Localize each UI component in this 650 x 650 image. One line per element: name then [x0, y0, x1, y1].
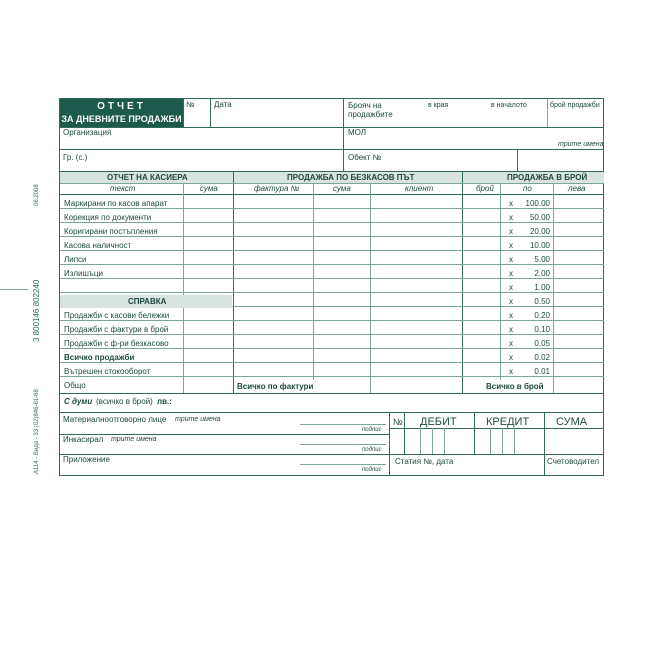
side-date-code: 06.2008 [34, 184, 40, 206]
x-mark: x [509, 269, 513, 278]
credit-label: КРЕДИТ [486, 416, 530, 428]
header-divider-6 [517, 149, 518, 171]
sum-label: СУМА [556, 416, 588, 428]
col-header-bottom [60, 194, 604, 195]
acc-sub-3 [444, 428, 445, 454]
sign-divider [389, 412, 390, 476]
header-divider-2 [210, 99, 211, 127]
all-invoices-total: Всичко по фактури [237, 382, 314, 391]
words-bottom-line [60, 412, 604, 413]
section-divider-2 [462, 171, 463, 393]
sign-hline-1 [60, 434, 389, 435]
side-barcode-digits: 3 800146 802240 [32, 279, 41, 342]
col-per: по [523, 184, 532, 193]
x-mark: x [509, 283, 513, 292]
col-client: клиент [405, 184, 434, 193]
acc-number-label: № [393, 417, 403, 427]
cashier-report-heading: ОТЧЕТ НА КАСИЕРА [107, 173, 188, 182]
reference-row: Продажби с фактури в брой [64, 325, 169, 334]
x-mark: x [509, 227, 513, 236]
denomination: 5.00 [534, 255, 550, 264]
count-sales-heading: ПРОДАЖБА В БРОЙ [507, 173, 588, 182]
reference-row: Всичко продажби [64, 353, 135, 362]
counter-label-2: продажбите [348, 110, 393, 119]
reference-heading: СПРАВКА [128, 297, 167, 306]
at-end-label: в края [428, 102, 449, 109]
denomination: 100.00 [525, 199, 550, 208]
col-line-count [500, 183, 501, 380]
report-title [60, 99, 183, 127]
responsible-label: Материалноотговорно лице [63, 415, 167, 424]
article-label: Статия №, дата [395, 457, 454, 466]
city-label: Гр. (с.) [63, 153, 88, 162]
reference-row: Вътрешен стокооборот [64, 367, 151, 376]
words-label: С думи [64, 397, 93, 406]
header-divider-5 [343, 127, 344, 171]
reference-row: Продажби с ф-ри безкасово [64, 339, 169, 348]
reference-row: Продажби с касови бележки [64, 311, 170, 320]
header-hline-1 [60, 127, 604, 128]
acc-divider-2 [474, 412, 475, 454]
perforation-mark [0, 289, 28, 290]
acc-sub-4 [490, 428, 491, 454]
col-invoice: фактура № [254, 184, 300, 193]
cashier-row: Излишъци [64, 269, 103, 278]
denomination: 1.00 [534, 283, 550, 292]
acc-sub-2 [432, 428, 433, 454]
col-count: брой [476, 184, 494, 193]
denomination: 0.05 [534, 339, 550, 348]
acc-sub-6 [514, 428, 515, 454]
counter-label-1: Брояч на [348, 101, 382, 110]
acc-divider-1 [404, 412, 405, 454]
collector-signature: подпис [362, 447, 382, 453]
responsible-full-names: трите имена [175, 416, 221, 423]
debit-label: ДЕБИТ [420, 416, 457, 428]
x-mark: x [509, 199, 513, 208]
col-leva: лева [568, 184, 586, 193]
x-mark: x [509, 241, 513, 250]
acc-hline-1 [389, 428, 604, 429]
x-mark: x [509, 255, 513, 264]
reference-row: Общо [64, 381, 86, 390]
denomination: 0.50 [534, 297, 550, 306]
x-mark: x [509, 339, 513, 348]
title-line-1: ОТЧЕТ [97, 101, 146, 112]
attachment-label: Приложение [63, 455, 110, 464]
x-mark: x [509, 213, 513, 222]
x-mark: x [509, 353, 513, 362]
cashier-row: Коригирани постъпления [64, 227, 158, 236]
acc-divider-3 [544, 412, 545, 476]
x-mark: x [509, 367, 513, 376]
side-print-code: А114 - Вида - 33 (02)846-61-68 [34, 389, 40, 474]
accountant-label: Счетоводител [547, 457, 600, 466]
x-mark: x [509, 325, 513, 334]
words-hint: (всичко в брой) [96, 397, 153, 406]
mol-full-names: трите имена [558, 141, 604, 148]
denomination: 0.01 [534, 367, 550, 376]
attachment-signature: подпис [362, 467, 382, 473]
acc-sub-1 [420, 428, 421, 454]
denomination: 10.00 [529, 241, 550, 250]
col-line-invoice [313, 183, 314, 380]
acc-hline-2 [389, 454, 604, 455]
organization-label: Организация [63, 128, 112, 137]
date-label: Дата [214, 100, 232, 109]
words-top-line [60, 393, 604, 394]
col-sum2: сума [333, 184, 351, 193]
cashier-row: Липси [64, 255, 87, 264]
title-line-2: ЗА ДНЕВНИТЕ ПРОДАЖБИ [61, 114, 182, 124]
header-divider-3 [343, 99, 344, 127]
cashier-row: Касова наличност [64, 241, 132, 250]
section-divider-1 [233, 171, 234, 393]
collector-label: Инкасирал [63, 435, 104, 444]
header-hline-2 [60, 149, 604, 150]
responsible-signature: подпис [362, 427, 382, 433]
denomination: 20.00 [529, 227, 550, 236]
x-mark: x [509, 297, 513, 306]
header-divider-4 [547, 99, 548, 127]
col-text: текст [110, 184, 136, 193]
noncash-sales-heading: ПРОДАЖБА ПО БЕЗКАСОВ ПЪТ [287, 173, 415, 182]
x-mark: x [509, 311, 513, 320]
sales-count-label: брой продажби [550, 102, 600, 109]
denomination: 0.10 [534, 325, 550, 334]
cashier-row: Корекция по документи [64, 213, 152, 222]
words-unit: лв.: [157, 397, 172, 406]
denomination: 0.20 [534, 311, 550, 320]
denomination: 0.02 [534, 353, 550, 362]
header-divider-1 [183, 99, 184, 127]
at-start-label: в началото [491, 102, 527, 109]
denomination: 2.00 [534, 269, 550, 278]
col-sum: сума [200, 184, 218, 193]
object-label: Обект № [348, 153, 382, 162]
cashier-row: Маркирани по касов апарат [64, 199, 168, 208]
mol-label: МОЛ [348, 128, 367, 137]
all-cash-total: Всичко в брой [486, 382, 544, 391]
collector-full-names: трите имена [111, 436, 157, 443]
denomination: 50.00 [529, 213, 550, 222]
number-label: № [186, 100, 195, 109]
acc-sub-5 [502, 428, 503, 454]
